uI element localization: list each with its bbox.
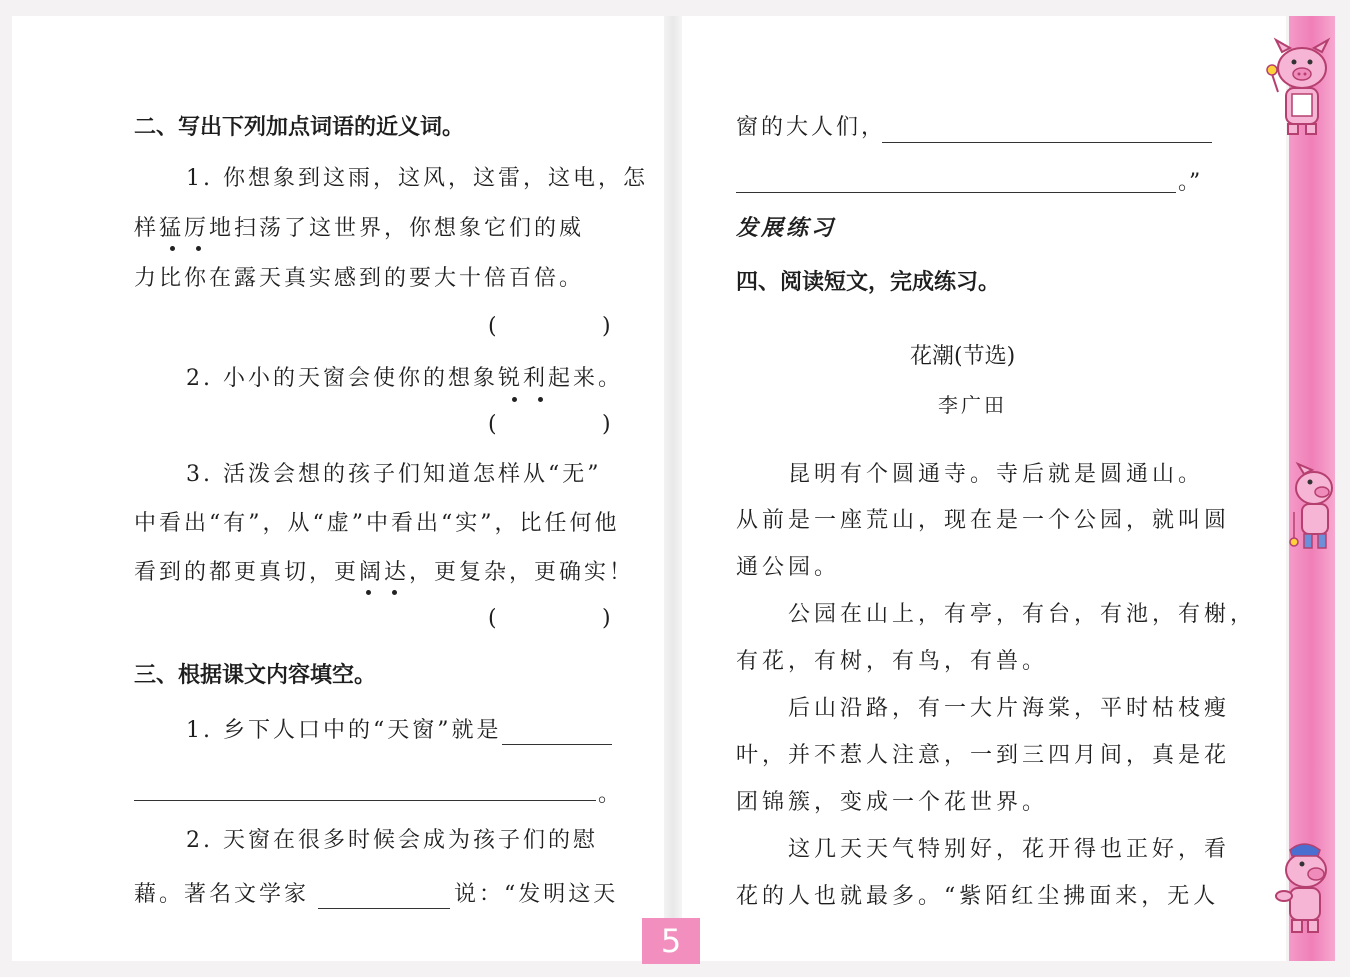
article-line: 昆明有个圆通寺。寺后就是圆通山。 — [788, 462, 1205, 487]
answer-paren-close: ) — [602, 412, 611, 437]
section3-heading: 三、根据课文内容填空。 — [134, 663, 377, 688]
answer-blank[interactable] — [882, 142, 1212, 143]
book-gutter — [664, 16, 682, 961]
answer-blank[interactable] — [318, 908, 450, 909]
article-line: 从前是一座荒山，现在是一个公园，就叫圆 — [736, 508, 1231, 533]
s2-q1-line2: 样猛厉地扫荡了这世界，你想象它们的威 — [134, 216, 585, 241]
pig-mascot-icon — [1282, 460, 1338, 560]
emphasis-dot — [538, 397, 543, 402]
s2-q3-line1: 3. 活泼会想的孩子们知道怎样从“无” — [186, 462, 602, 487]
section4-heading: 四、阅读短文，完成练习。 — [736, 270, 1001, 295]
cont-end: 。” — [1178, 170, 1201, 195]
answer-paren-close: ) — [602, 314, 611, 339]
s3-q1-line1: 1. 乡下人口中的“天窗”就是 — [186, 718, 502, 743]
article-line: 公园在山上，有亭，有台，有池，有榭， — [788, 602, 1257, 627]
article-line: 花的人也就最多。“紫陌红尘拂面来，无人 — [736, 884, 1220, 909]
article-line: 这几天天气特别好，花开得也正好，看 — [788, 837, 1231, 862]
pig-mascot-icon — [1262, 30, 1338, 140]
answer-blank[interactable] — [502, 744, 612, 745]
section-title: 发展练习 — [736, 216, 837, 241]
emphasis-dot — [196, 246, 201, 251]
emphasis-dot — [366, 590, 371, 595]
s3-q2-line1: 2. 天窗在很多时候会成为孩子们的慰 — [186, 828, 598, 853]
article-line: 叶，并不惹人注意，一到三四月间，真是花 — [736, 743, 1231, 768]
s3-q2-line2a: 藉。著名文学家 — [134, 882, 310, 907]
article-line: 团锦簇，变成一个花世界。 — [736, 790, 1049, 815]
s3-q1-end: 。 — [598, 782, 621, 807]
answer-paren-open: ( — [488, 412, 497, 437]
page-number: 5 — [642, 918, 700, 964]
answer-blank[interactable] — [134, 800, 596, 801]
s2-q1-line1: 1. 你想象到这雨，这风，这雷，这电，怎 — [186, 166, 648, 191]
answer-paren-open: ( — [488, 606, 497, 631]
article-title: 花潮(节选) — [910, 344, 1016, 369]
emphasis-dot — [512, 397, 517, 402]
s2-q2-line1: 2. 小小的天窗会使你的想象锐利起来。 — [186, 366, 623, 391]
answer-paren-close: ) — [602, 606, 611, 631]
article-line: 通公园。 — [736, 555, 841, 580]
section2-heading: 二、写出下列加点词语的近义词。 — [134, 115, 465, 140]
cont-line1: 窗的大人们， — [736, 115, 887, 140]
article-line: 有花，有树，有鸟，有兽。 — [736, 649, 1049, 674]
s3-q2-line2b: 说：“发明这天 — [454, 882, 619, 907]
answer-paren-open: ( — [488, 314, 497, 339]
s2-q3-line2: 中看出“有”，从“虚”中看出“实”，比任何他 — [134, 511, 620, 536]
article-line: 后山沿路，有一大片海棠，平时枯枝瘦 — [788, 696, 1231, 721]
emphasis-dot — [170, 246, 175, 251]
s2-q3-line3: 看到的都更真切，更阔达，更复杂，更确实！ — [134, 560, 635, 585]
s2-q1-line3: 力比你在露天真实感到的要大十倍百倍。 — [134, 266, 585, 291]
answer-blank[interactable] — [736, 192, 1176, 193]
article-author: 李广田 — [938, 393, 1007, 417]
pig-mascot-icon — [1270, 840, 1336, 940]
emphasis-dot — [392, 590, 397, 595]
